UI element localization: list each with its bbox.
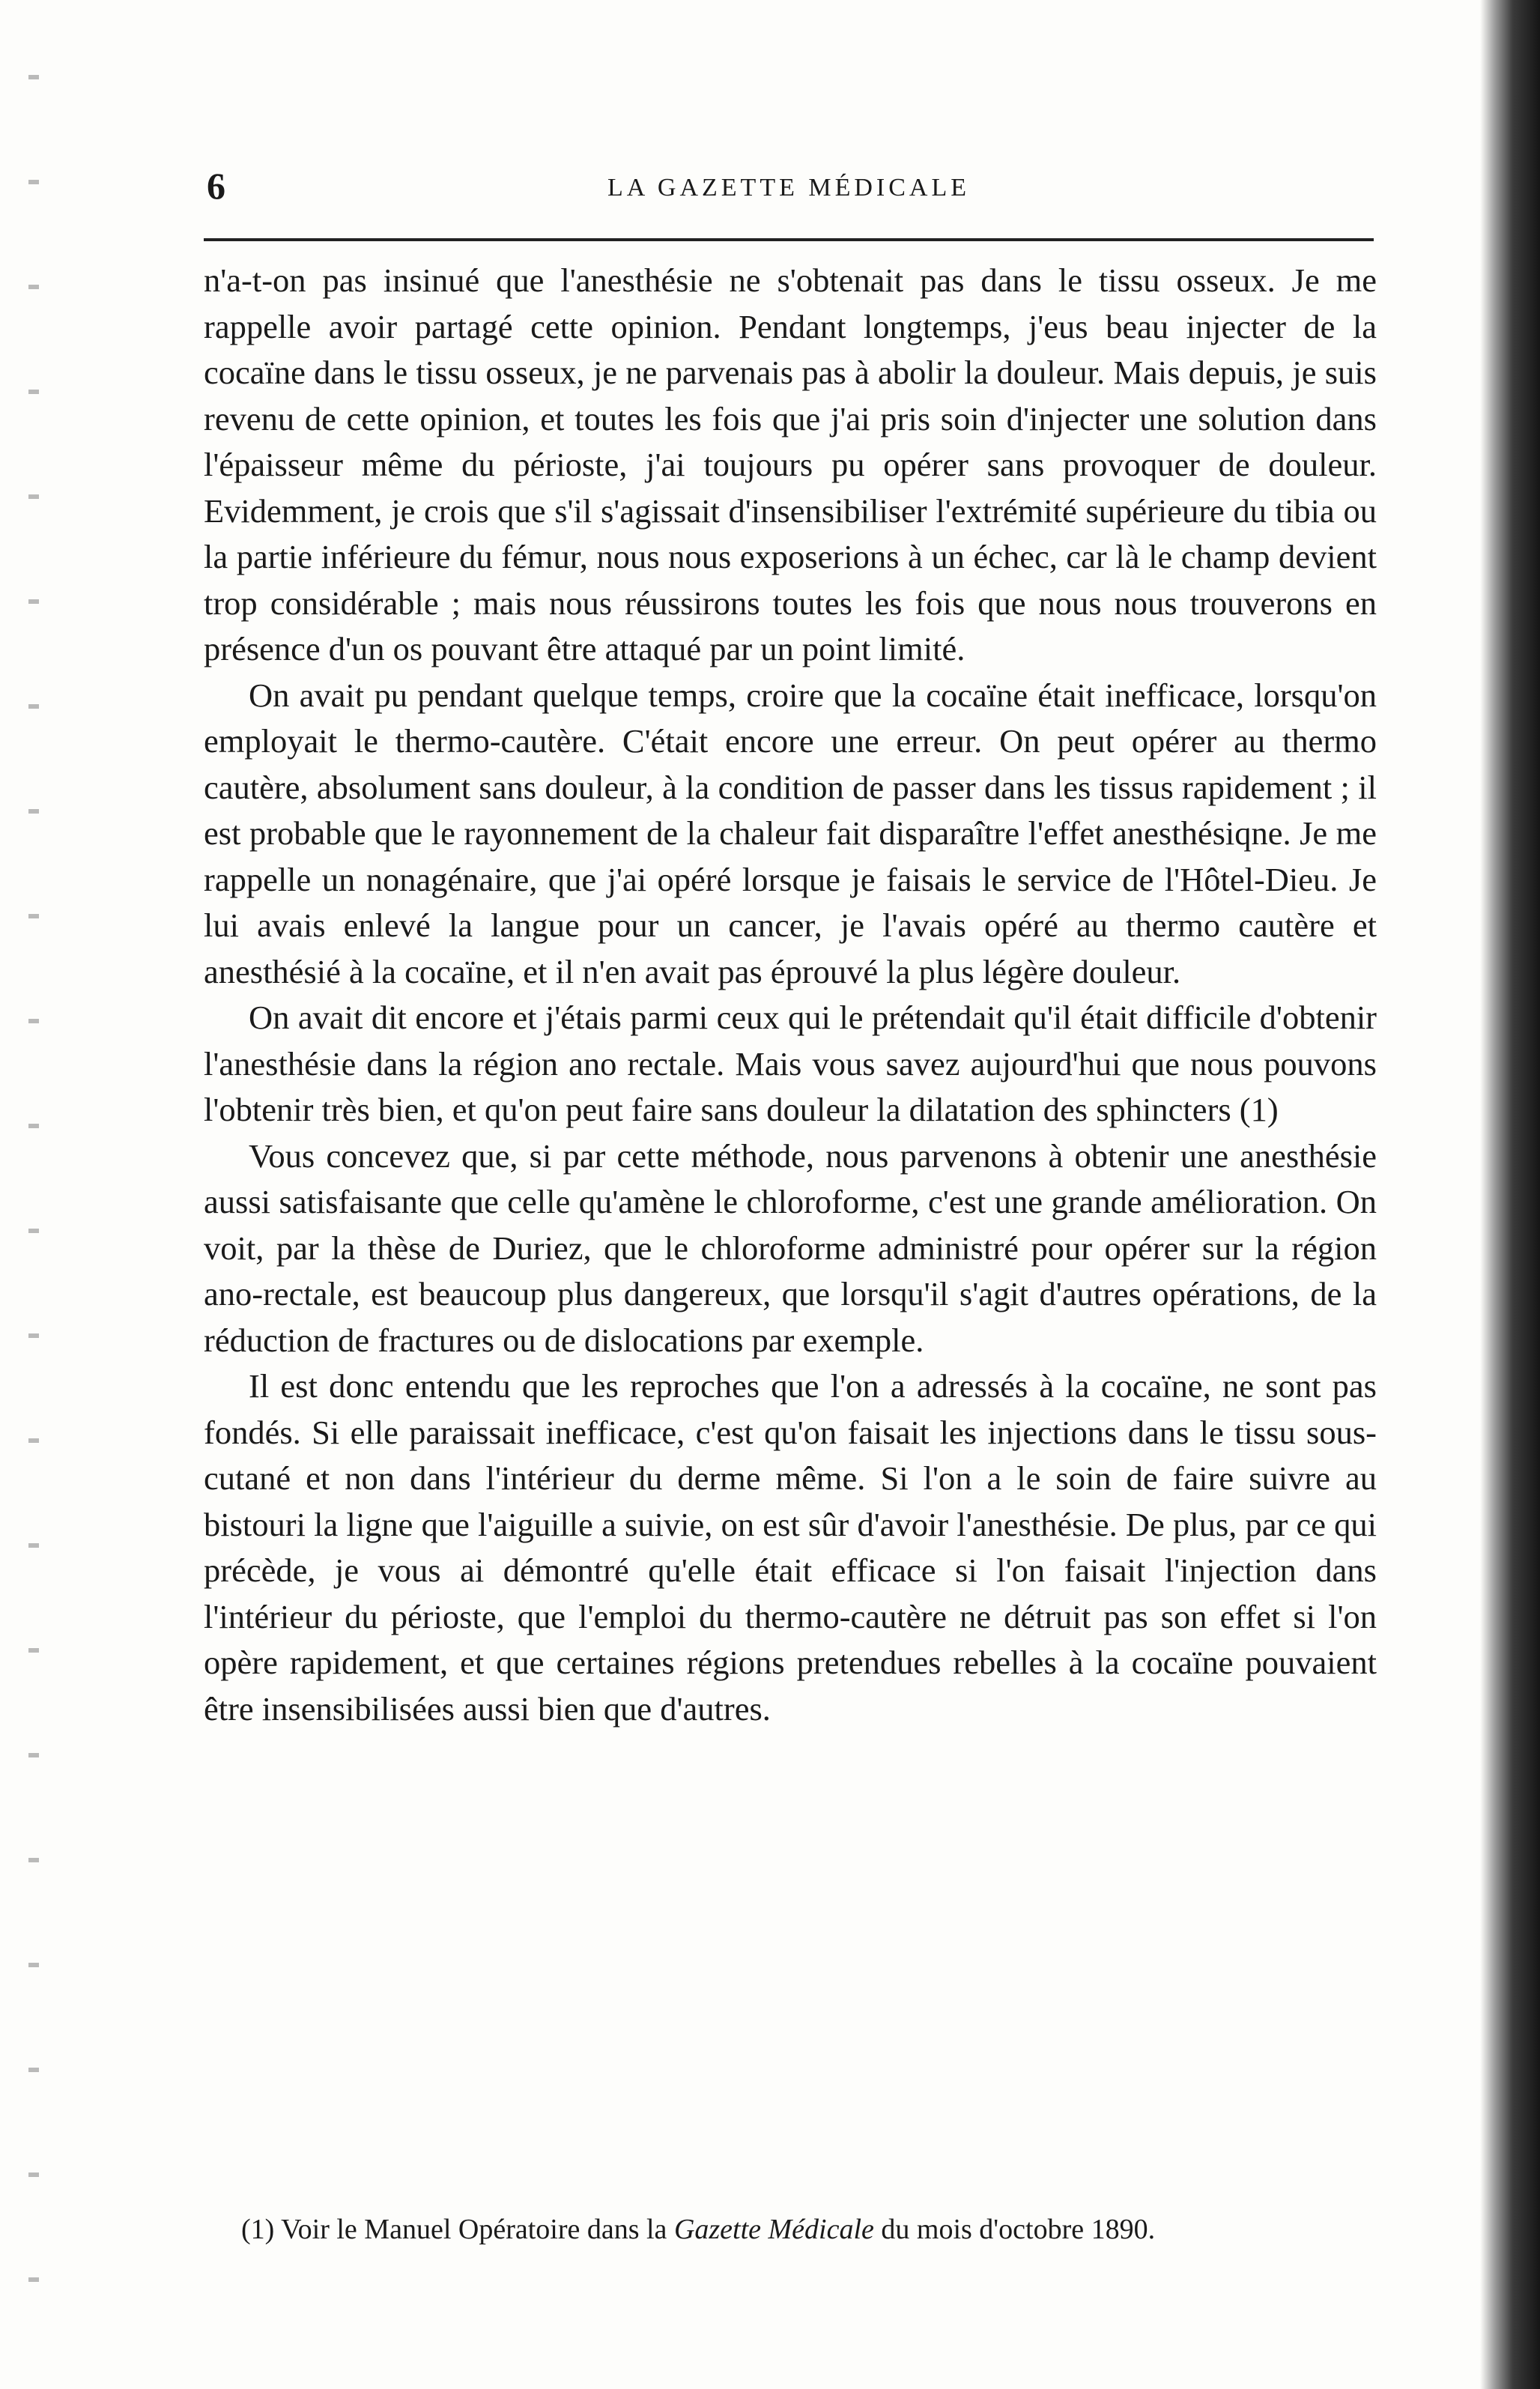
paragraph-2: On avait pu pendant quelque temps, croire que la cocaïne était inefficace, lorsqu'on employait le thermo-cautère. C'était encore une erreur. On peut opérer au thermo cautère, absolument sans douleur, à la condition de passer dans les tissus rapidement ; il est probable que le rayonnement de la chaleur fait disparaître l'effet anesthésiqne. Je me rappelle un nonagénaire, que j'ai opéré lorsque je faisais le service de l'Hôtel-Dieu. Je lui avais enlevé la langue pour un cancer, je l'avais opéré au thermo cautère et anesthésié à la cocaïne, et il n'en avait pas éprouvé la plus légère douleur. (204, 676, 1377, 990)
header-rule (204, 238, 1374, 241)
footnote-suffix: du mois d'octobre 1890. (873, 2214, 1156, 2245)
footnote-journal: Gazette Médicale (673, 2214, 874, 2245)
paragraph-4: Vous concevez que, si par cette méthode, nous parvenons à obtenir une anesthésie aussi satisfaisante que celle qu'amène le chloroforme, c'est une grande amélioration. On voit, par la thèse de Duriez, que le chloroforme administré pour opérer sur la région ano-rectale, est beaucoup plus dangereux, que lorsqu'il s'agit d'autres opérations, de la réduction de fractures ou de dislocations par exemple. (204, 1136, 1377, 1359)
body-text (204, 258, 1377, 1732)
paragraph-5: Il est donc entendu que les reproches que l'on a adressés à la cocaïne, ne sont pas fondés. Si elle paraissait inefficace, c'est qu'on faisait les injections dans le tissu sous-cutané et non dans l'intérieur du derme même. Si l'on a le soin de faire suivre au bistouri la ligne que l'aiguille a suivie, on est sûr d'avoir l'anesthésie. De plus, par ce qui précède, je vous ai démontré qu'elle était efficace si l'on faisait l'injection dans l'intérieur du périoste, que l'emploi du thermo-cautère ne détruit pas son effet si l'on opère rapidement, et que certaines régions pretendues rebelles à la cocaïne pouvaient être insensibilisées aussi bien que d'autres. (204, 1367, 1377, 1728)
running-title: LA GAZETTE MÉDICALE (607, 174, 971, 202)
page-header (201, 163, 1377, 216)
scan-margin-speckle (28, 30, 39, 2352)
scan-binding-edge (1480, 0, 1540, 2389)
footnote (204, 2210, 1377, 2249)
paragraph-3: On avait dit encore et j'étais parmi ceux qui le prétendait qu'il était difficile d'obtenir l'anesthésie dans la région ano rectale. Mais vous savez aujourd'hui que nous pouvons l'obtenir très bien, et qu'on peut faire sans douleur la dilatation des sphincters (1) (204, 999, 1377, 1128)
page-number: 6 (207, 165, 225, 207)
footnote-prefix: (1) Voir le Manuel Opératoire dans la (241, 2214, 674, 2245)
paragraph-1: n'a-t-on pas insinué que l'anesthésie ne s'obtenait pas dans le tissu osseux. Je me rappelle avoir partagé cette opinion. Pendant longtemps, j'eus beau injecter de la cocaïne dans le tissu osseux, je ne parvenais pas à abolir la douleur. Mais depuis, je suis revenu de cette opinion, et toutes les fois que j'ai pris soin d'injecter une solution dans l'épaisseur même du périoste, j'ai toujours pu opérer sans provoquer de douleur. Evidemment, je crois que s'il s'agissait d'insensibiliser l'extrémité supérieure du tibia ou la partie inférieure du fémur, nous nous exposerions à un échec, car là le champ devient trop considérable ; mais nous réussirons toutes les fois que nous nous trouverons en présence d'un os pouvant être attaqué par un point limité. (204, 261, 1377, 667)
